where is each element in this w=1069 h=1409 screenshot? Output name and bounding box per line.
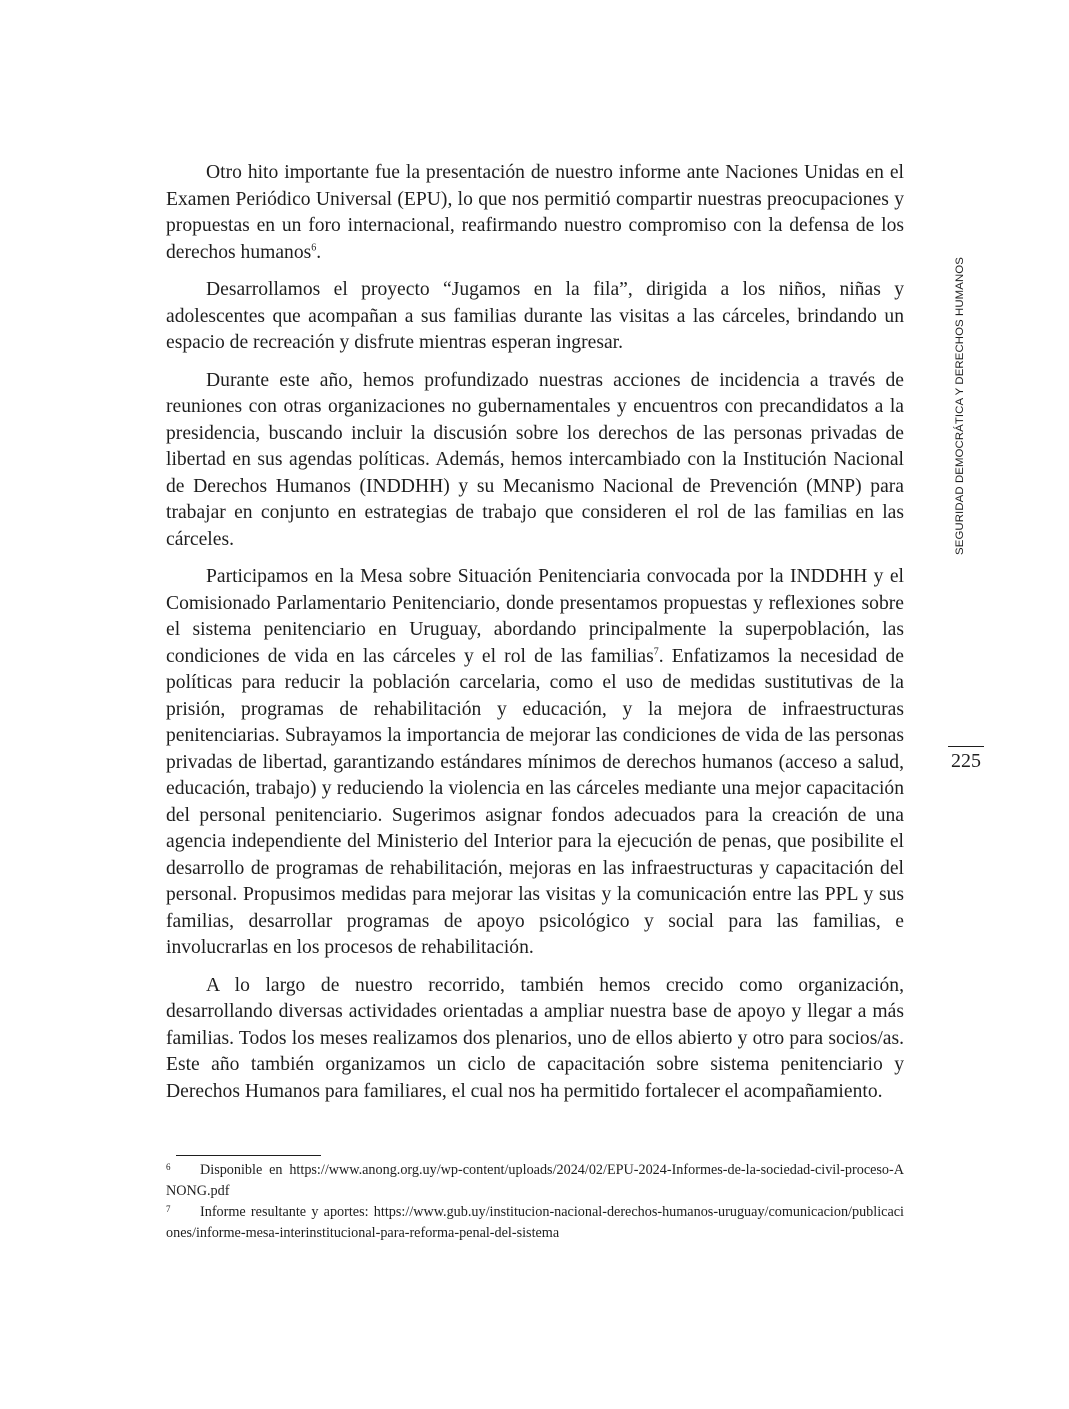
footnotes bbox=[166, 1160, 904, 1244]
paragraph-text: Desarrollamos el proyecto “Jugamos en la fila”, dirigida a los niños, niñas y adolescentes que acompañan a sus familias durante las visitas a las cárceles, brindando un espacio de recreación y disfrute mientras esperan ingresar. bbox=[166, 279, 904, 353]
running-header-vertical bbox=[950, 248, 970, 564]
page-number-rule bbox=[948, 746, 984, 747]
paragraph-text: Durante este año, hemos profundizado nuestras acciones de incidencia a través de reuniones con otras organizaciones no gubernamentales y encuentros con precandidatos a la presidencia, buscando incluir la discusión sobre los derechos de las personas privadas de libertad en sus agendas políticas. Además, hemos intercambiado con la Institución Nacional de Derechos Humanos (INDDHH) y su Mecanismo Nacional de Prevención (MNP) para trabajar en conjunto en estrategias de trabajo que consideren el rol de las familias en las cárceles. bbox=[166, 369, 904, 550]
paragraph-tail: . bbox=[316, 241, 322, 263]
footnote-6 bbox=[166, 1160, 904, 1202]
footnote-7 bbox=[166, 1202, 904, 1244]
paragraph-text: Participamos en la Mesa sobre Situación Penitenciaria convocada por la INDDHH y el Comisionado Parlamentario Penitenciario, donde presentamos propuestas y reflexiones sobre el sistema penitenciario en Uruguay, abordando principalmente la superpoblación, las condiciones de vida en las cárceles y el rol de las familias bbox=[166, 566, 904, 667]
paragraph-tail: . Enfatizamos la necesidad de políticas para reducir la población carcelaria, como el uso de medidas sustitutivas de la prisión, programas de rehabilitación y educación, y la mejora de infraestructuras penitenciarias. Subrayamos la importancia de mejorar las condiciones de vida de las personas privadas de libertad, garantizando estándares mínimos de derechos humanos (acceso a salud, educación, trabajo) y reduciendo la violencia en las cárceles mediante una mejor capacitación del personal penitenciario. Sugerimos asignar fondos adecuados para la creación de una agencia independiente del Ministerio del Interior para la ejecución de penas, que posibilite el desarrollo de programas de rehabilitación, mejoras en las infraestructuras y capacitación del personal. Propusimos medidas para mejorar las visitas y la comunicación entre las PPL y sus familias, desarrollar programas de apoyo psicológico y social para las familias, e involucrarlas en los procesos de rehabilitación. bbox=[166, 645, 904, 958]
footnote-mark: 7 bbox=[166, 1204, 171, 1214]
footnote-separator bbox=[176, 1155, 321, 1156]
paragraph-epu bbox=[166, 160, 904, 266]
paragraph-mesa-penitenciaria bbox=[166, 564, 904, 962]
footnote-mark: 6 bbox=[166, 1162, 171, 1172]
footnote-text[interactable]: Informe resultante y aportes: https://www.gub.uy/institucion-nacional-derechos-humanos-uruguay/comunicacion/publicaciones/informe-mesa-interinstitucional-para-reforma-penal-del-sistema bbox=[166, 1204, 904, 1241]
paragraph-text: A lo largo de nuestro recorrido, también hemos crecido como organización, desarrollando diversas actividades orientadas a ampliar nuestra base de apoyo y llegar a más familias. Todos los meses realizamos dos plenarios, uno de ellos abierto y otro para socios/as. Este año también organizamos un ciclo de capacitación sobre sistema penitenciario y Derechos Humanos para familiares, el cual nos ha permitido fortalecer el acompañamiento. bbox=[166, 974, 904, 1102]
paragraph-jugamos-en-la-fila bbox=[166, 277, 904, 357]
paragraph-text: Otro hito importante fue la presentación de nuestro informe ante Naciones Unidas en el Examen Periódico Universal (EPU), lo que nos permitió compartir nuestras preocupaciones y propuestas en un foro internacional, reafirmando nuestro compromiso con la defensa de los derechos humanos bbox=[166, 162, 904, 263]
footnote-text[interactable]: Disponible en https://www.anong.org.uy/wp-content/uploads/2024/02/EPU-2024-Informes-de-la-sociedad-civil-proceso-ANONG.pdf bbox=[166, 1162, 904, 1199]
paragraph-organizacion bbox=[166, 973, 904, 1106]
paragraph-incidencia bbox=[166, 368, 904, 554]
body-text bbox=[166, 160, 904, 1116]
page-number: 225 bbox=[951, 750, 981, 772]
section-title: SEGURIDAD DEMOCRÁTICA Y DERECHOS HUMANOS bbox=[954, 257, 966, 555]
footnote-reference[interactable]: 6 bbox=[311, 241, 317, 253]
footnote-reference[interactable]: 7 bbox=[653, 645, 659, 657]
